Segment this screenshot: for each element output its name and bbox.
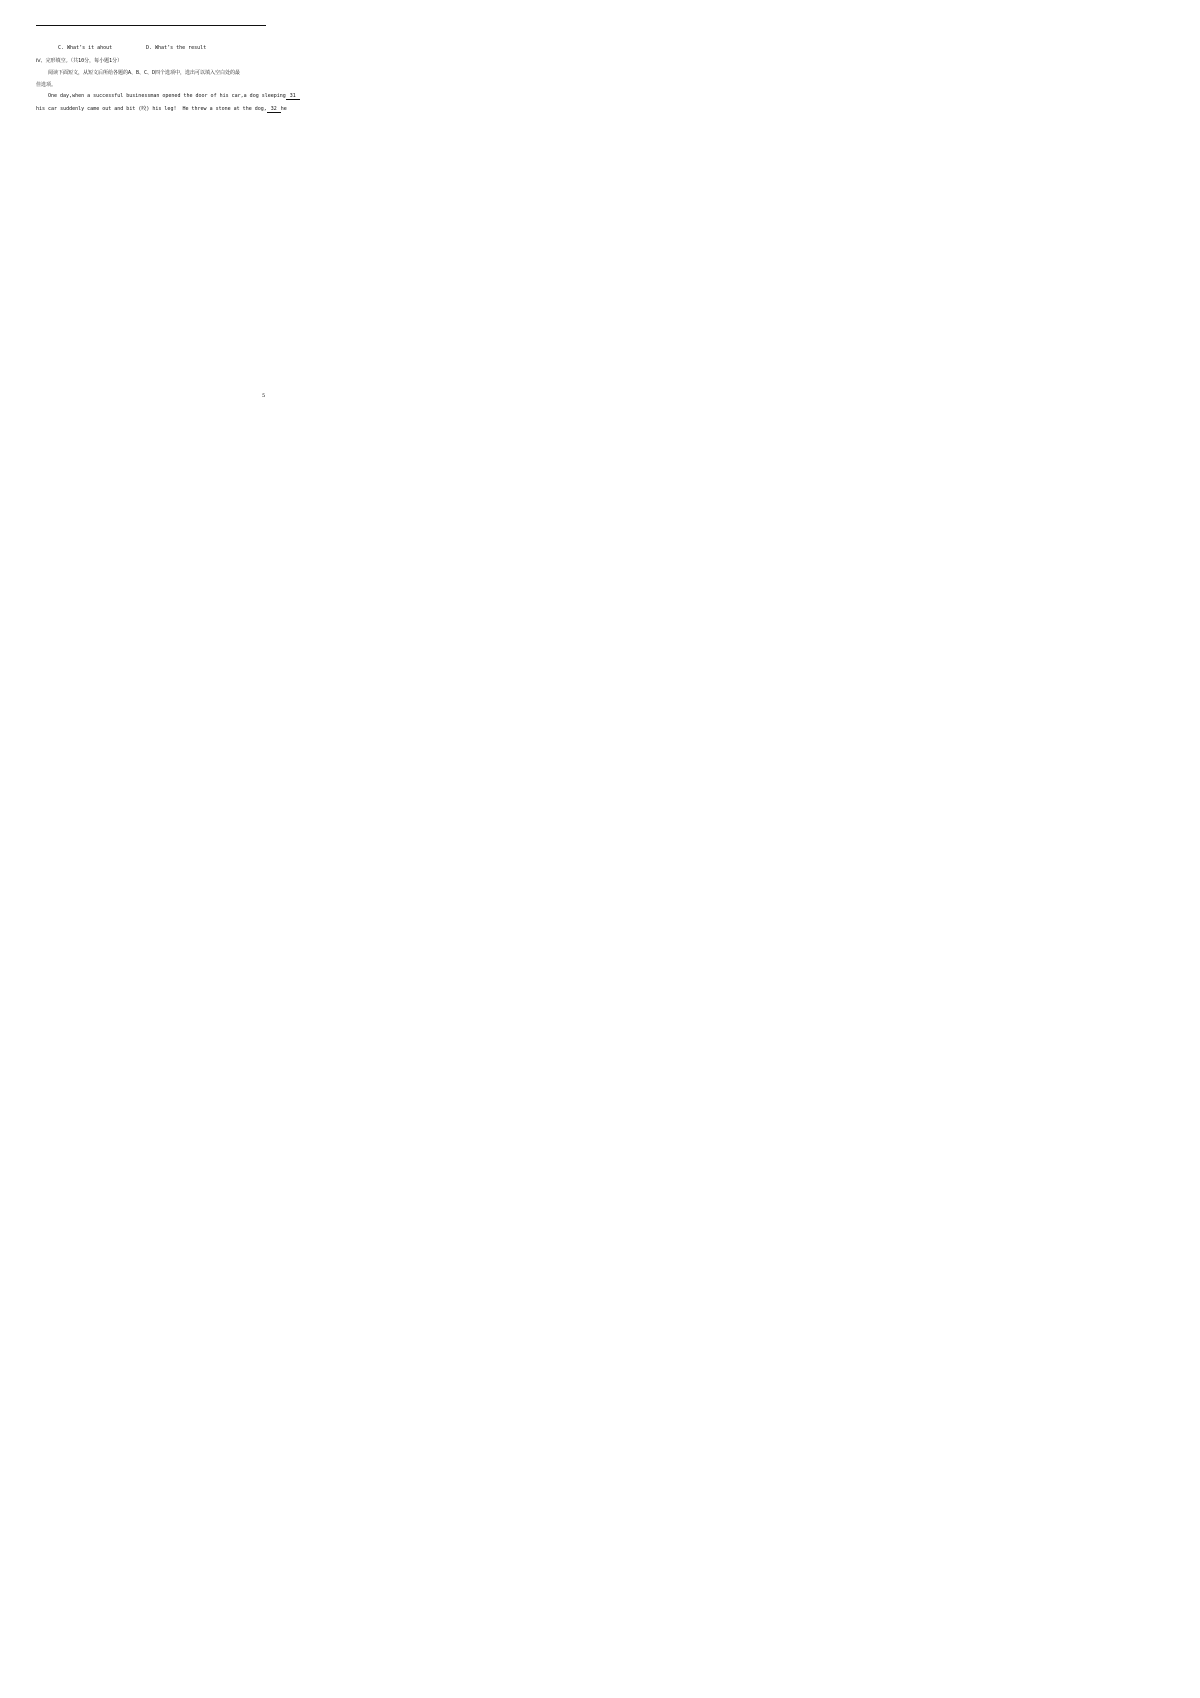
passage-text: One day,when a successful businessman opened the door of his car,a dog sleeping — [48, 93, 286, 99]
passage-text: he — [280, 106, 287, 112]
page-number: 5 — [262, 393, 266, 399]
passage-text: his car suddenly came out and bit (咬) his leg! He threw a stone at the dog, — [36, 106, 267, 112]
option-c: C. What’s it ahout — [58, 45, 113, 51]
option-d: D. What’s the result — [146, 45, 207, 51]
passage-line — [36, 105, 287, 113]
section-heading: Ⅳ、完形填空。（共10分，每小题1分） — [36, 58, 123, 64]
blank-32[interactable]: 32 — [267, 106, 281, 113]
passage-line — [48, 93, 300, 100]
header-rule — [36, 25, 266, 26]
blank-31[interactable]: 31 — [286, 93, 300, 100]
document-page — [0, 0, 300, 425]
instructions-1: 阅读下面短文，从短文后所给各题的A、B、C、D四个选项中，选出可以填入空白处的最 — [48, 70, 241, 76]
instructions-2: 佳选项。 — [36, 82, 57, 88]
